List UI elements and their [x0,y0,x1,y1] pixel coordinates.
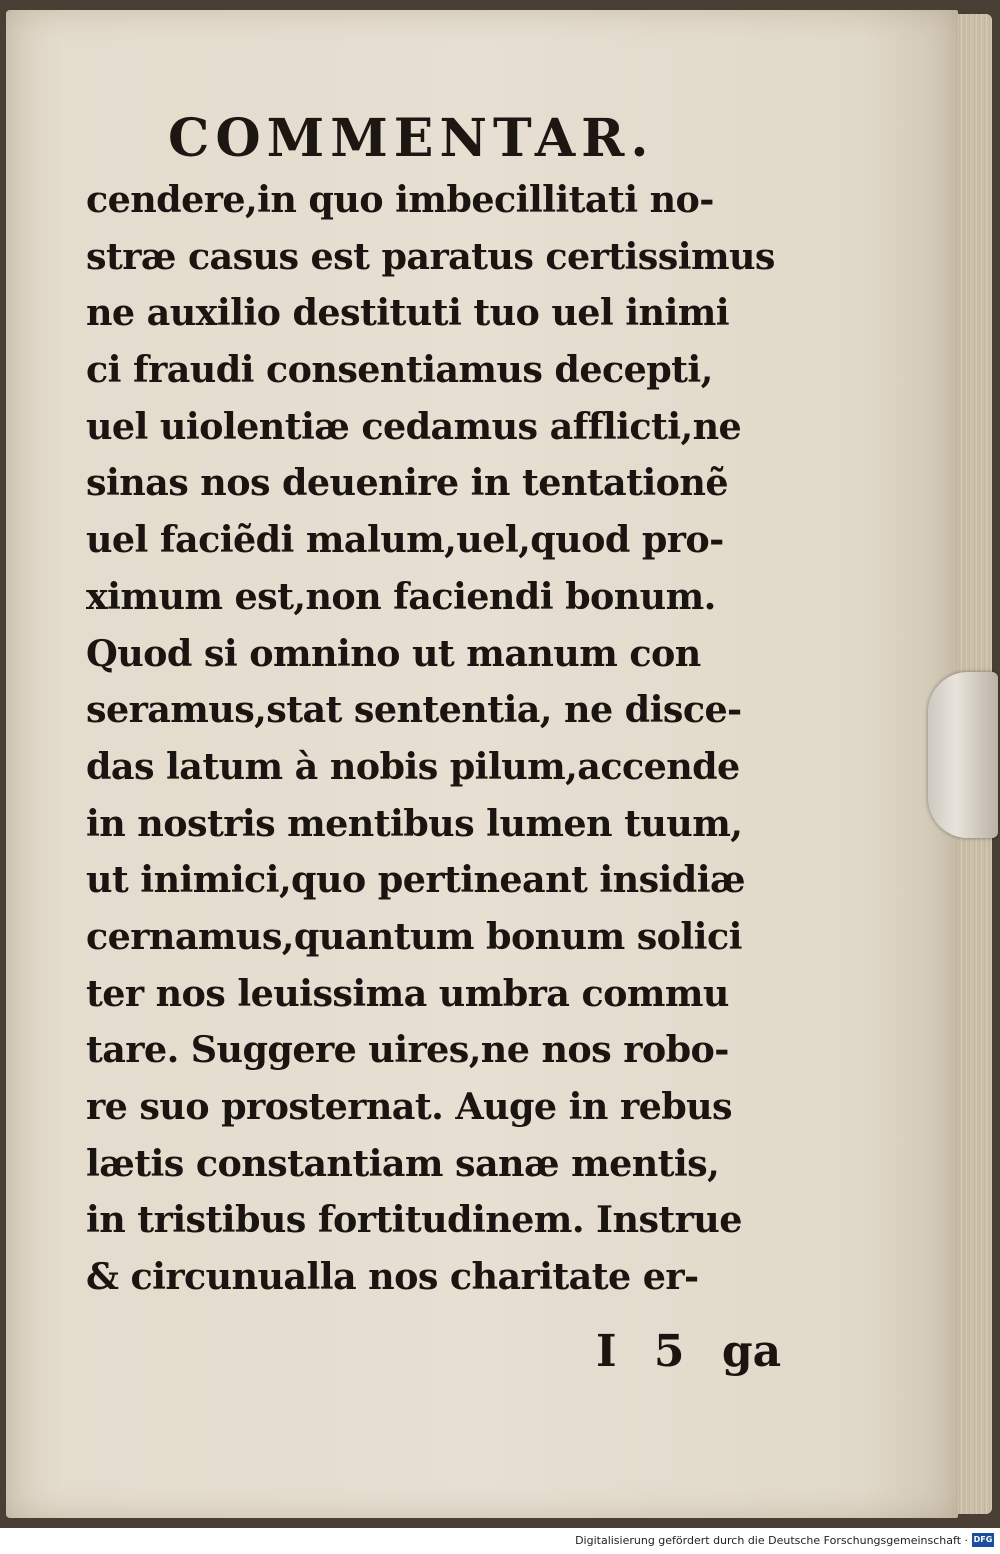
text-line: in tristibus fortitudinem. Instrue [86,1198,742,1242]
text-line: Quod si omnino ut manum con [86,631,701,675]
text-line: ut inimici,quo pertineant insidiæ [86,858,745,902]
text-line: ter nos leuissima umbra commu [86,971,729,1015]
text-line: & circunualla nos charitate er- [86,1255,699,1299]
text-line: re suo prosternat. Auge in rebus [86,1085,732,1128]
dfg-logo: DFG [972,1533,994,1547]
text-line: sinas nos deuenire in tentationẽ [86,461,728,505]
text-line: ne auxilio destituti tuo uel inimi [86,291,730,335]
text-line: das latum à nobis pilum,accende [86,744,740,788]
text-line: ci fraudi consentiamus decepti, [86,348,713,392]
text-line: cernamus,quantum bonum solici [86,914,742,958]
text-line: seramus,stat sententia, ne disce- [86,688,742,732]
text-line: cendere,in quo imbecillitati no- [86,178,714,221]
funding-credit: Digitalisierung gefördert durch die Deutsche Forschungsgemeinschaft · [575,1534,968,1547]
text-line: ximum est,non faciendi bonum. [86,574,716,618]
text-line: lætis constantiam sanæ mentis, [86,1141,720,1185]
footer-bar [0,1528,1000,1554]
text-line: uel uiolentiæ cedamus afflicti,ne [86,404,742,448]
text-line: in nostris mentibus lumen tuum, [86,801,743,845]
signature-mark: I 5 ga [596,1326,782,1377]
text-line: tare. Suggere uires,ne nos robo- [86,1028,729,1072]
text-line: stræ casus est paratus certissimus [86,234,775,278]
body-text [86,172,846,1306]
running-header: COMMENTAR. [168,108,655,169]
clasp [928,672,998,838]
text-line: uel faciẽdi malum,uel,quod pro- [86,518,724,562]
